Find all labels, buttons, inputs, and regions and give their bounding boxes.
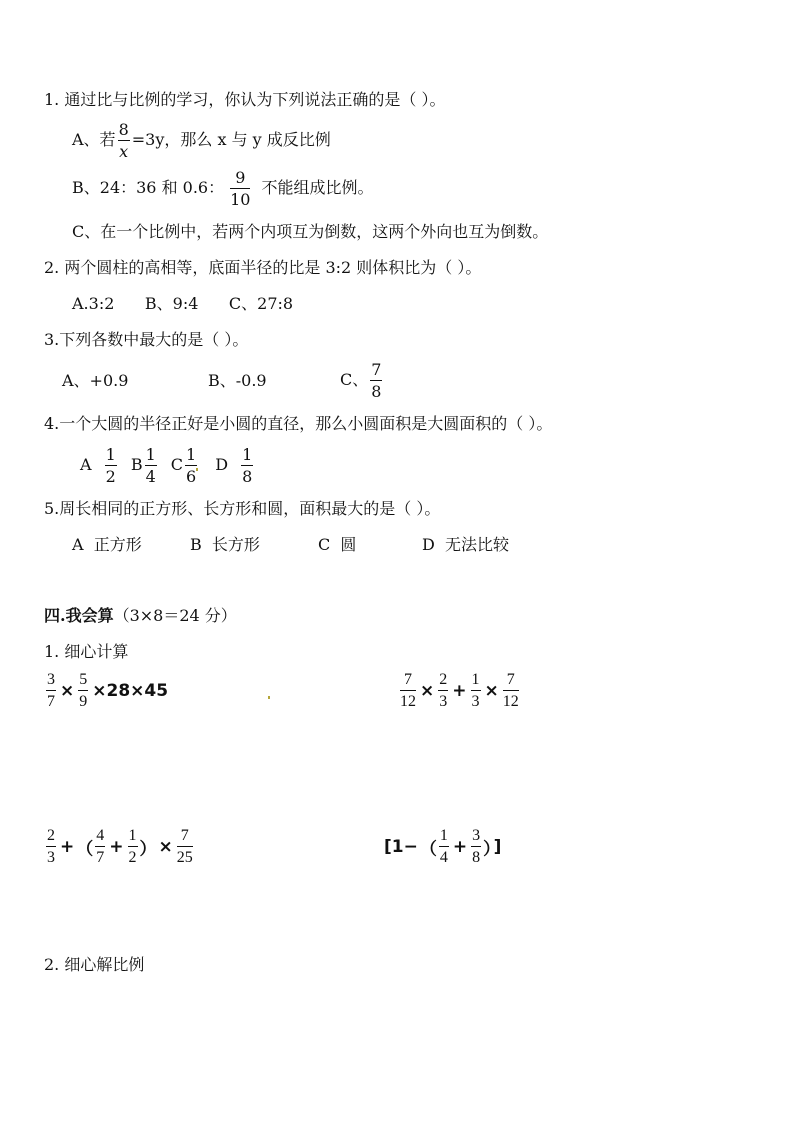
expr2-frac-2 xyxy=(438,672,448,710)
expr3-frac-4 xyxy=(177,828,193,866)
expr1-num-2: 5 xyxy=(78,672,88,691)
q3-option-b: B、-0.9 xyxy=(208,371,267,390)
expr1-op-1: × xyxy=(60,681,75,701)
q1-option-a xyxy=(72,118,331,162)
q1-b-suffix: 不能组成比例。 xyxy=(256,178,374,197)
expr3-op-2: + xyxy=(109,837,124,857)
q1-a-num: 8 xyxy=(118,119,129,139)
expr1-den-2: 9 xyxy=(79,693,88,710)
q1-a-fraction xyxy=(118,119,130,161)
q4-d-den: 8 xyxy=(242,466,253,486)
q4-d-fraction xyxy=(241,444,253,486)
q4-d-label: D xyxy=(215,455,229,474)
q2-stem: 2. 两个圆柱的高相等，底面半径的比是 3:2 则体积比为（ ）。 xyxy=(44,258,482,277)
q1-option-c: C、在一个比例中，若两个内项互为倒数，这两个外向也互为倒数。 xyxy=(72,222,549,241)
section4-score: （3×8＝24 分） xyxy=(113,606,237,625)
q3-c-prefix: C、 xyxy=(340,370,369,389)
q3-c-fraction xyxy=(370,359,382,401)
q1-a-prefix: A、若 xyxy=(72,130,116,149)
expr4-den-2: 8 xyxy=(472,849,481,866)
q4-a-label: A xyxy=(80,455,92,474)
q1-b-fraction xyxy=(230,167,251,209)
expression-3 xyxy=(44,828,195,866)
q5-option-a: A 正方形 xyxy=(72,535,142,554)
q4-c-label: C xyxy=(170,455,184,474)
expr2-den-4: 12 xyxy=(502,693,519,710)
q3-option-a: A、+0.9 xyxy=(62,371,129,390)
q3-c-num: 7 xyxy=(371,359,382,379)
expr4-den-1: 4 xyxy=(439,849,448,866)
expr3-frac-3 xyxy=(128,828,138,866)
expr2-den-3: 3 xyxy=(471,693,480,710)
q1-b-prefix: B、24：36 和 0.6： xyxy=(72,178,225,197)
q4-a-num: 1 xyxy=(105,444,116,464)
stray-mark xyxy=(268,696,270,699)
expr1-frac-1 xyxy=(46,672,56,710)
q5-option-b: B 长方形 xyxy=(190,535,260,554)
q4-a-den: 2 xyxy=(105,466,116,486)
q2-options: A.3:2 B、9:4 C、27:8 xyxy=(72,294,294,313)
expression-2 xyxy=(398,672,521,710)
q5-option-d: D 无法比较 xyxy=(422,535,510,554)
q5-option-c: C 圆 xyxy=(318,535,357,554)
expr3-num-2: 4 xyxy=(95,828,105,847)
expr1-den-1: 7 xyxy=(47,693,55,710)
q4-c-num: 1 xyxy=(186,444,197,464)
expr2-op-3: × xyxy=(484,681,499,701)
expr2-num-1: 7 xyxy=(400,672,416,691)
expr3-den-2: 7 xyxy=(96,849,105,866)
expr4-tail: ] xyxy=(493,837,502,857)
section4-title: 四.我会算 xyxy=(44,606,114,625)
q3-option-c xyxy=(340,358,384,402)
q4-a-fraction xyxy=(105,444,117,486)
stray-mark xyxy=(196,468,198,471)
expr2-frac-4 xyxy=(503,672,519,710)
expr2-num-4: 7 xyxy=(503,672,519,691)
q1-a-den: x xyxy=(119,141,129,161)
expr3-op-3: × xyxy=(158,837,173,857)
section4-part2: 2. 细心解比例 xyxy=(44,955,145,974)
expr4-num-1: 1 xyxy=(439,828,449,847)
expr2-op-2: + xyxy=(452,681,467,701)
expression-4 xyxy=(382,828,503,866)
expr4-op-1: + xyxy=(452,837,468,857)
expr4-frac-1 xyxy=(439,828,449,866)
expr3-den-3: 2 xyxy=(128,849,137,866)
q1-b-num: 9 xyxy=(230,170,250,189)
expr1-tail: ×28×45 xyxy=(92,681,169,701)
q4-b-fraction xyxy=(145,444,157,486)
expr2-den-2: 3 xyxy=(439,693,448,710)
expr1-frac-2 xyxy=(78,672,88,710)
expr2-op-1: × xyxy=(420,681,435,701)
expr4-frac-2 xyxy=(471,828,481,866)
q4-b-num: 1 xyxy=(145,444,156,464)
expr4-lparen: （ xyxy=(419,839,437,860)
expr4-num-2: 3 xyxy=(471,828,481,847)
expr3-den-4: 25 xyxy=(176,849,193,866)
q4-stem: 4.一个大圆的半径正好是小圆的直径，那么小圆面积是大圆面积的（ ）。 xyxy=(44,414,553,433)
expr3-den-1: 3 xyxy=(47,849,55,866)
q1-b-den: 10 xyxy=(230,189,251,209)
q4-c-fraction xyxy=(185,444,197,486)
q5-stem: 5.周长相同的正方形、长方形和圆，面积最大的是（ ）。 xyxy=(44,499,441,518)
q4-d-num: 1 xyxy=(242,444,253,464)
q4-b-label: B xyxy=(130,455,143,474)
expr2-den-1: 12 xyxy=(400,693,416,710)
q1-a-suffix: =3y，那么 x 与 y 成反比例 xyxy=(131,130,331,149)
q4-c-den: 6 xyxy=(186,466,197,486)
expr3-num-3: 1 xyxy=(128,828,138,847)
expr3-frac-1 xyxy=(46,828,56,866)
expr1-num-1: 3 xyxy=(46,672,56,691)
expr3-op-1: + xyxy=(60,837,75,857)
expr3-lparen: （ xyxy=(76,839,94,860)
q3-stem: 3.下列各数中最大的是（ ）。 xyxy=(44,330,249,349)
section4-part1: 1. 细心计算 xyxy=(44,642,129,661)
expr3-frac-2 xyxy=(95,828,105,866)
q3-c-den: 8 xyxy=(371,381,382,401)
expr3-num-4: 7 xyxy=(177,828,193,847)
q4-options xyxy=(80,443,255,487)
expression-1 xyxy=(44,672,170,710)
expr4-head: [1− xyxy=(384,837,418,857)
q4-b-den: 4 xyxy=(145,466,156,486)
expr2-frac-1 xyxy=(400,672,416,710)
expr3-rparen: ） xyxy=(139,839,157,860)
q1-stem: 1. 通过比与比例的学习，你认为下列说法正确的是（ ）。 xyxy=(44,90,446,109)
q1-option-b xyxy=(72,166,374,210)
section4-heading xyxy=(44,605,237,627)
expr4-rparen: ） xyxy=(483,839,492,860)
expr3-num-1: 2 xyxy=(46,828,56,847)
expr2-num-2: 2 xyxy=(438,672,448,691)
expr2-num-3: 1 xyxy=(471,672,481,691)
expr2-frac-3 xyxy=(471,672,481,710)
